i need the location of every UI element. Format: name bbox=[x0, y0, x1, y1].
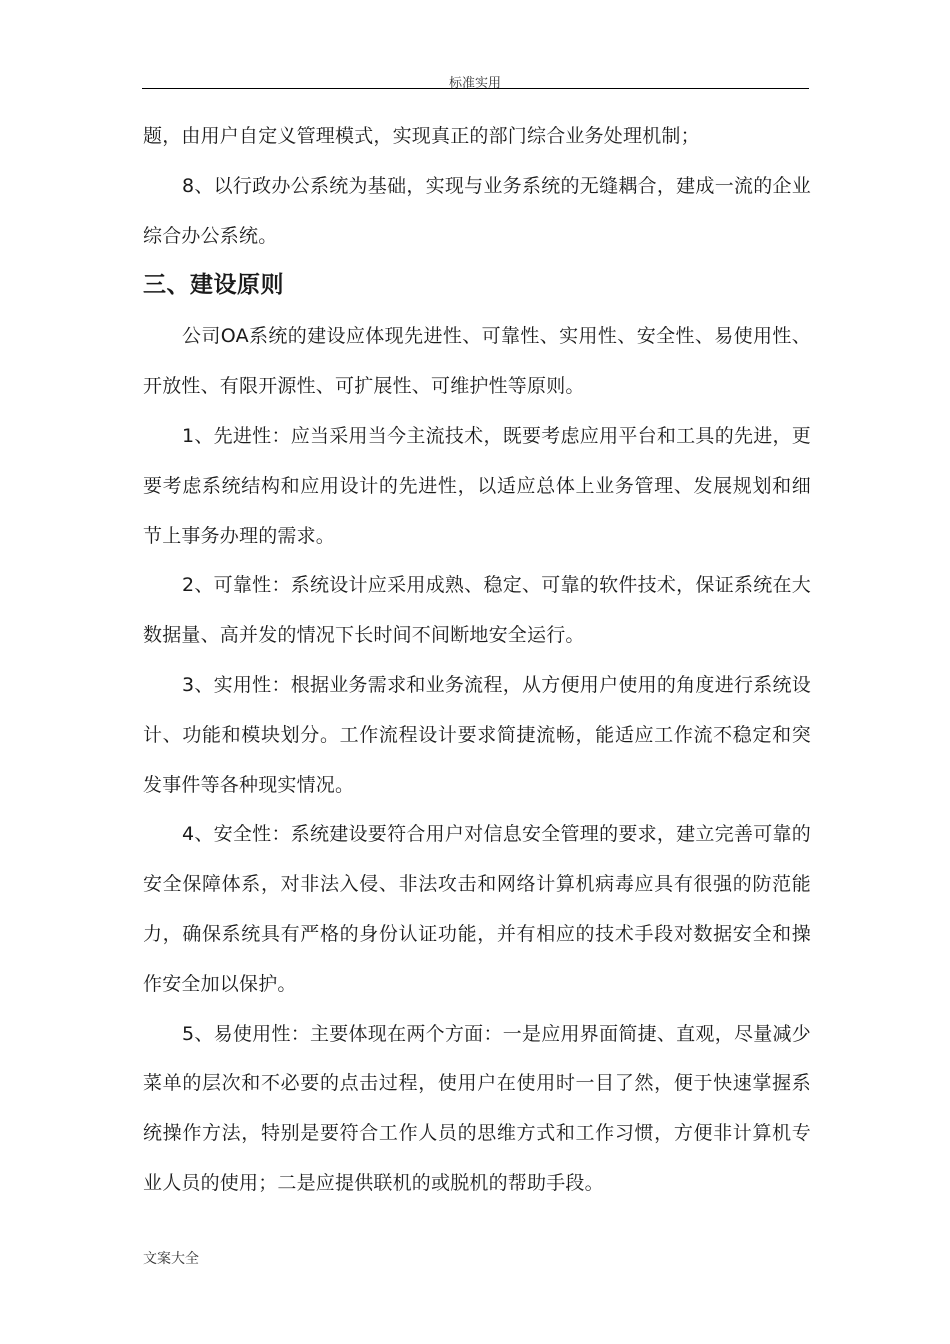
paragraph-principle-1: 1、先进性：应当采用当今主流技术，既要考虑应用平台和工具的先进，更要考虑系统结构和应用设计的先进性，以适应总体上业务管理、发展规划和细节上事务办理的需求。 bbox=[143, 424, 811, 547]
paragraph-principle-4: 4、安全性：系统建设要符合用户对信息安全管理的要求，建立完善可靠的安全保障体系，对非法入侵、非法攻击和网络计算机病毒应具有很强的防范能力，确保系统具有严格的身份认证功能，并有相应的技术手段对数据安全和操作安全加以保护。 bbox=[143, 823, 811, 995]
document-body bbox=[143, 112, 811, 1209]
page-footer: 文案大全 bbox=[143, 1251, 199, 1267]
page-header: 标准实用 bbox=[448, 76, 501, 91]
paragraph-intro: 公司OA系统的建设应体现先进性、可靠性、实用性、安全性、易使用性、开放性、有限开源性、可扩展性、可维护性等原则。 bbox=[143, 325, 811, 398]
paragraph-continuation: 题，由用户自定义管理模式，实现真正的部门综合业务处理机制； bbox=[143, 125, 700, 147]
header-divider bbox=[142, 88, 809, 89]
paragraph-principle-2: 2、可靠性：系统设计应采用成熟、稳定、可靠的软件技术，保证系统在大数据量、高并发的情况下长时间不间断地安全运行。 bbox=[143, 574, 811, 647]
section-heading: 三、建设原则 bbox=[143, 272, 284, 299]
paragraph-principle-3: 3、实用性：根据业务需求和业务流程，从方便用户使用的角度进行系统设计、功能和模块划分。工作流程设计要求简捷流畅，能适应工作流不稳定和突发事件等各种现实情况。 bbox=[143, 673, 811, 796]
paragraph-principle-5: 5、易使用性：主要体现在两个方面：一是应用界面简捷、直观，尽量减少菜单的层次和不必要的点击过程，使用户在使用时一目了然，便于快速掌握系统操作方法，特别是要符合工作人员的思维方式和工作习惯，方便非计算机专业人员的使用；二是应提供联机的或脱机的帮助手段。 bbox=[143, 1022, 811, 1194]
paragraph-item-8: 8、以行政办公系统为基础，实现与业务系统的无缝耦合，建成一流的企业综合办公系统。 bbox=[143, 174, 811, 247]
